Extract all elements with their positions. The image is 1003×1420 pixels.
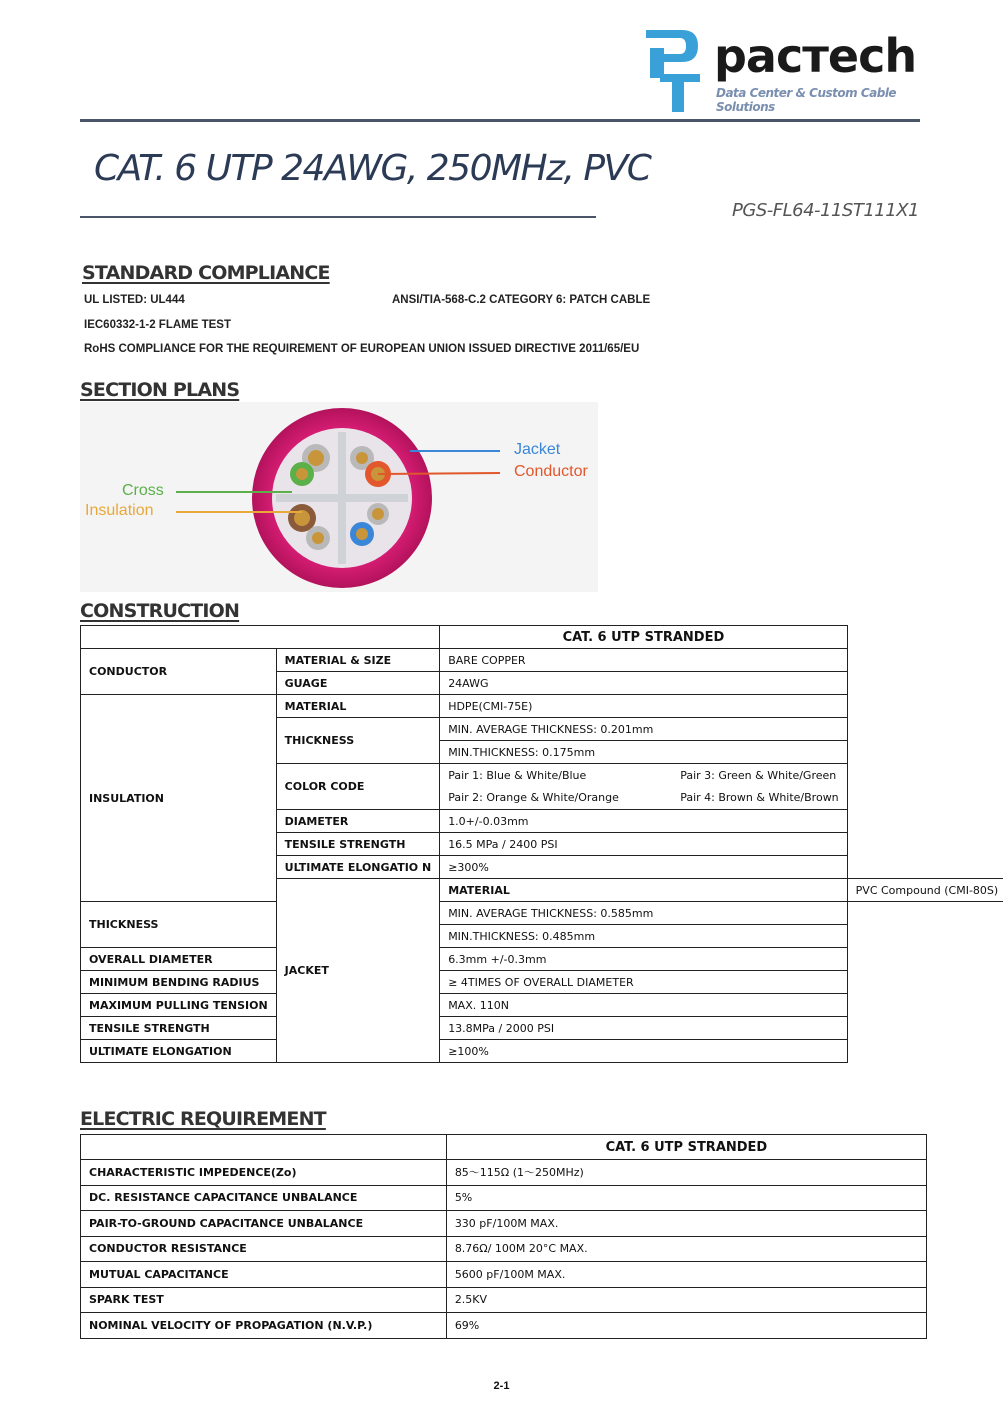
heading-construction: CONSTRUCTION [80, 600, 240, 622]
group-insulation: INSULATION [81, 695, 277, 902]
pair-1-text: Pair 1: Blue & White/Blue [448, 768, 587, 782]
group-jacket: JACKET [276, 879, 440, 1063]
row-label: THICKNESS [81, 902, 277, 948]
row-label: MUTUAL CAPACITANCE [81, 1262, 447, 1288]
header-divider [80, 119, 920, 122]
heading-section-plans: SECTION PLANS [80, 379, 240, 401]
row-label: THICKNESS [276, 718, 440, 764]
row-value: ≥300% [440, 856, 847, 879]
row-value: 69% [446, 1313, 926, 1339]
row-label: MINIMUM BENDING RADIUS [81, 971, 277, 994]
row-value: PVC Compound (CMI-80S) [847, 879, 1003, 902]
table-row [81, 902, 1003, 925]
document-title: CAT. 6 UTP 24AWG, 250MHz, PVC [94, 148, 651, 189]
row-value: 1.0+/-0.03mm [440, 810, 847, 833]
row-value: 6.3mm +/-0.3mm [440, 948, 847, 971]
row-value: ≥ 4TIMES OF OVERALL DIAMETER [440, 971, 847, 994]
table-row [81, 1185, 927, 1211]
row-label: DIAMETER [276, 810, 440, 833]
table-row [81, 1040, 1003, 1063]
heading-electric-requirement: ELECTRIC REQUIREMENT [80, 1108, 326, 1130]
row-label: SPARK TEST [81, 1287, 447, 1313]
label-cross: Cross [122, 482, 164, 499]
table-row [81, 971, 1003, 994]
row-value: MAX. 110N [440, 994, 847, 1017]
row-value: MIN. AVERAGE THICKNESS: 0.585mm [440, 902, 847, 925]
row-value [440, 764, 847, 787]
table-row [81, 1313, 927, 1339]
row-label: NOMINAL VELOCITY OF PROPAGATION (N.V.P.) [81, 1313, 447, 1339]
row-label: MATERIAL [276, 695, 440, 718]
table-row [81, 994, 1003, 1017]
cross-filler-horizontal [276, 494, 408, 502]
row-label: CHARACTERISTIC IMPEDENCE(Zo) [81, 1160, 447, 1186]
pair-2-text: Pair 2: Orange & White/Orange [448, 791, 619, 805]
row-value: 16.5 MPa / 2400 PSI [440, 833, 847, 856]
row-label: GUAGE [276, 672, 440, 695]
pair-4-text: Pair 4: Brown & White/Brown [680, 791, 839, 805]
brand-tagline: Data Center & Custom Cable Solutions [716, 86, 897, 114]
table-row [81, 1236, 927, 1262]
row-label: ULTIMATE ELONGATION [81, 1040, 277, 1063]
row-value: 8.76Ω/ 100M 20°C MAX. [446, 1236, 926, 1262]
label-conductor: Conductor [514, 463, 588, 480]
pair-3-text: Pair 3: Green & White/Green [680, 768, 837, 782]
brand-logo [640, 24, 930, 114]
row-value [440, 787, 847, 810]
label-insulation: Insulation [85, 502, 154, 519]
row-label: ULTIMATE ELONGATIO N [276, 856, 440, 879]
row-value: 85～115Ω (1～250MHz) [446, 1160, 926, 1186]
row-label: MATERIAL & SIZE [276, 649, 440, 672]
row-label: MAXIMUM PULLING TENSION [81, 994, 277, 1017]
row-value: 13.8MPa / 2000 PSI [440, 1017, 847, 1040]
pt-logo-icon [640, 24, 706, 116]
row-value: 24AWG [440, 672, 847, 695]
row-label: TENSILE STRENGTH [81, 1017, 277, 1040]
row-value: 2.5KV [446, 1287, 926, 1313]
conductor-leader [378, 473, 500, 474]
compliance-iec: IEC60332-1-2 FLAME TEST [84, 319, 231, 331]
table-row [81, 649, 1003, 672]
brand-name: pacтech [714, 29, 917, 83]
electric-col-header: CAT. 6 UTP STRANDED [446, 1135, 926, 1160]
heading-standard-compliance: STANDARD COMPLIANCE [82, 262, 330, 284]
table-row [81, 1135, 927, 1160]
table-row [81, 1287, 927, 1313]
label-jacket: Jacket [514, 441, 561, 458]
row-label: TENSILE STRENGTH [276, 833, 440, 856]
row-value: BARE COPPER [440, 649, 847, 672]
table-row [81, 1017, 1003, 1040]
row-value: 330 pF/100M MAX. [446, 1211, 926, 1237]
compliance-ul: UL LISTED: UL444 [84, 294, 185, 306]
electric-table [80, 1134, 927, 1339]
compliance-ansi: ANSI/TIA-568-C.2 CATEGORY 6: PATCH CABLE [392, 294, 651, 306]
construction-col-header: CAT. 6 UTP STRANDED [440, 626, 847, 649]
table-row [81, 1262, 927, 1288]
construction-table [80, 625, 1003, 1063]
title-underline [80, 216, 596, 218]
compliance-rohs: RoHS COMPLIANCE FOR THE REQUIREMENT OF EUROPEAN UNION ISSUED DIRECTIVE 2011/65/EU [84, 343, 640, 355]
row-label: PAIR-TO-GROUND CAPACITANCE UNBALANCE [81, 1211, 447, 1237]
cable-cross-section-figure [80, 402, 598, 592]
row-value: MIN.THICKNESS: 0.175mm [440, 741, 847, 764]
row-value: 5% [446, 1185, 926, 1211]
row-value: 5600 pF/100M MAX. [446, 1262, 926, 1288]
row-value: MIN. AVERAGE THICKNESS: 0.201mm [440, 718, 847, 741]
row-label: CONDUCTOR RESISTANCE [81, 1236, 447, 1262]
row-value: MIN.THICKNESS: 0.485mm [440, 925, 847, 948]
row-value: HDPE(CMI-75E) [440, 695, 847, 718]
row-value: ≥100% [440, 1040, 847, 1063]
row-label: COLOR CODE [276, 764, 440, 810]
group-conductor: CONDUCTOR [81, 649, 277, 695]
part-number: PGS-FL64-11ST111X1 [732, 200, 919, 221]
table-row [81, 1160, 927, 1186]
table-row [81, 626, 1003, 649]
page-number: 2-1 [493, 1380, 510, 1392]
table-row [81, 948, 1003, 971]
row-label: DC. RESISTANCE CAPACITANCE UNBALANCE [81, 1185, 447, 1211]
row-label: OVERALL DIAMETER [81, 948, 277, 971]
row-label: MATERIAL [440, 879, 847, 902]
table-row [81, 1211, 927, 1237]
table-row [81, 695, 1003, 718]
